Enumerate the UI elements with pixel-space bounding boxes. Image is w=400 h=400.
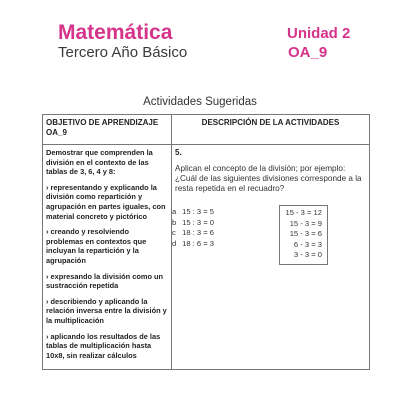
choice-item (172, 218, 214, 229)
choice-expression: 15 : 3 = 5 (182, 207, 215, 216)
subtraction-line: 15 - 3 = 9 (289, 218, 322, 228)
unit-label: Unidad 2 (287, 25, 351, 42)
choice-letter: a (172, 207, 177, 216)
activity-prompt: Aplican el concepto de la división; por ejemplo: ¿Cuál de las siguientes divisiones corresponde a la resta repetida en el recuadro? (175, 164, 362, 193)
objective-item: › creando y resolviendo problemas en contextos que incluyan la repartición y la agrupación (46, 227, 147, 265)
course-subtitle: Tercero Año Básico (58, 44, 188, 61)
subtraction-box (279, 205, 328, 265)
objective-header: OBJETIVO DE APRENDIZAJE OA_9 (46, 118, 159, 137)
objective-item: › describiendo y aplicando la relación inversa entre la división y la multiplicación (46, 296, 167, 325)
section-title: Actividades Sugeridas (143, 96, 257, 108)
choice-letter: c (172, 228, 176, 237)
description-header: DESCRIPCIÓN DE LA ACTIVIDADES (201, 118, 340, 127)
page-title: Matemática (58, 21, 173, 44)
description-header-cell (172, 115, 370, 145)
subtraction-line: 15 - 3 = 12 (285, 208, 322, 217)
subtraction-line: 6 - 3 = 3 (293, 239, 322, 249)
objective-item: › expresando la división como un sustracción repetida (46, 271, 164, 291)
choice-item (172, 207, 214, 218)
objective-item: › aplicando los resultados de las tablas de multiplicación hasta 10x8, sin realizar cálculos (46, 331, 161, 360)
choice-item (172, 228, 214, 239)
objective-item: › representando y explicando la división como repartición y agrupación en partes iguales, con material concreto y pictórico (46, 182, 166, 221)
choice-letter: b (172, 217, 177, 227)
subtraction-line: 3 - 3 = 0 (293, 250, 322, 259)
choice-expression: 18 : 6 = 3 (182, 238, 215, 248)
subtraction-line: 15 - 3 = 6 (289, 229, 322, 238)
objectives-cell (43, 145, 172, 370)
activity-number: 5. (175, 148, 182, 157)
choice-expression: 15 : 3 = 0 (182, 217, 215, 227)
oa-code: OA_9 (288, 44, 328, 61)
description-cell (172, 145, 370, 370)
choice-letter: d (172, 238, 177, 248)
objective-intro: Demostrar que comprenden la división en el contexto de las tablas de 3, 6, 4 y 8: (46, 148, 153, 177)
choice-item (172, 239, 214, 250)
choice-expression: 18 : 3 = 6 (182, 228, 215, 237)
objective-header-cell (43, 115, 172, 145)
answer-choices (172, 207, 214, 249)
